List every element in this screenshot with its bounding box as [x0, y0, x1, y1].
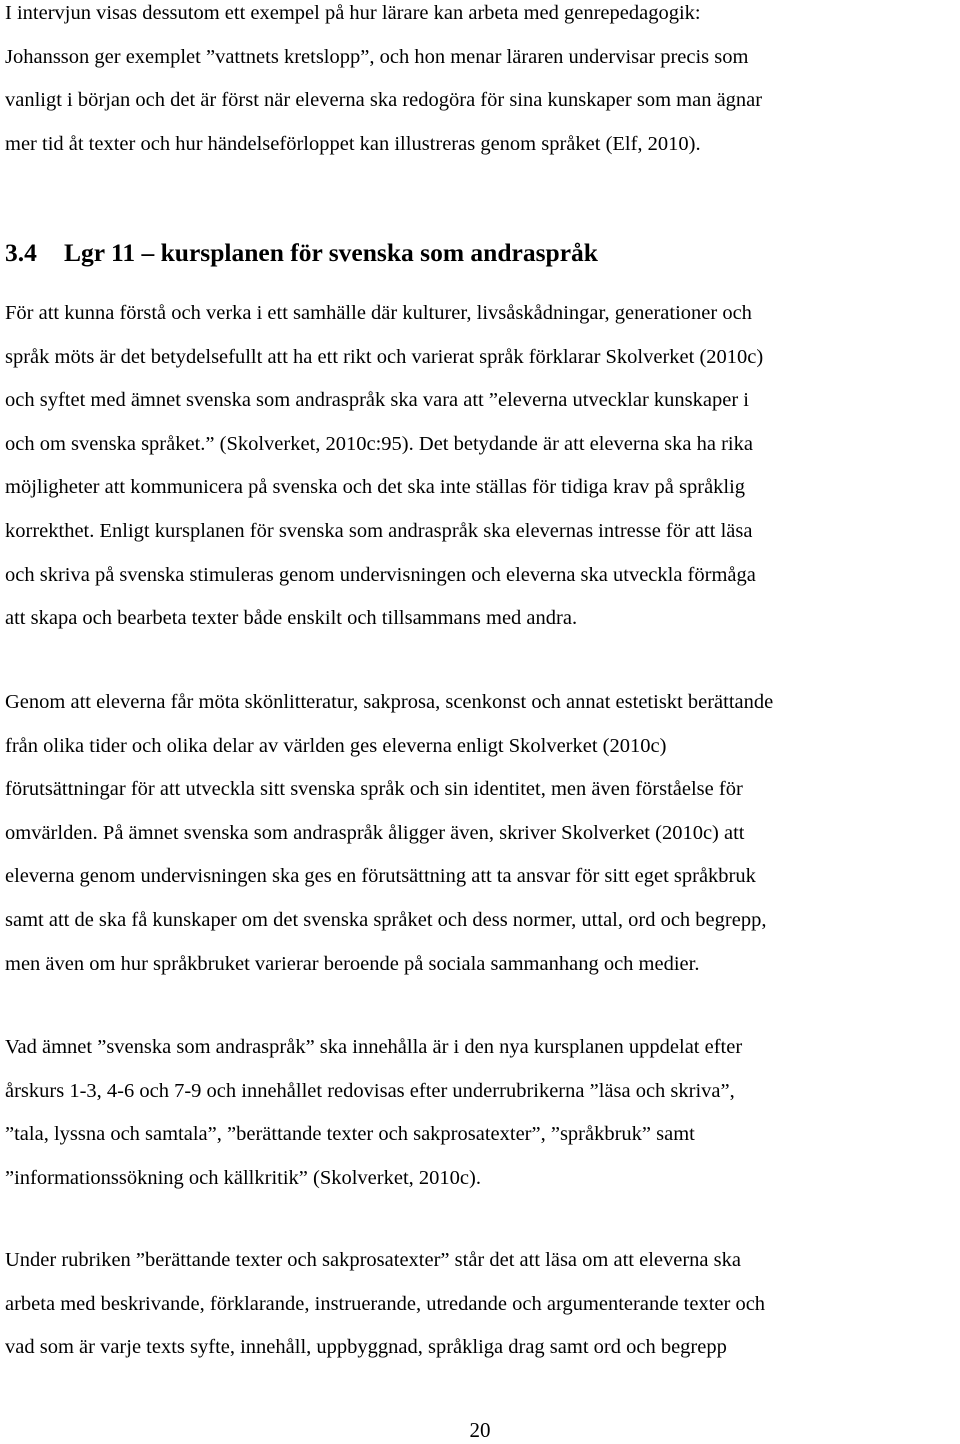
text-line: möjligheter att kommunicera på svenska och det ska inte ställas för tidiga krav på språklig — [5, 476, 746, 499]
text-line: Johansson ger exemplet ”vattnets kretslopp”, och hon menar läraren undervisar precis som — [5, 45, 749, 68]
text-line: eleverna genom undervisningen ska ges en förutsättning att ta ansvar för sitt eget språkbruk — [5, 865, 756, 888]
section-number: 3.4 — [5, 238, 37, 267]
text-line: Vad ämnet ”svenska som andraspråk” ska innehålla är i den nya kursplanen uppdelat efter — [5, 1036, 743, 1058]
paragraph-curriculum-purpose — [5, 292, 763, 641]
text-line: vanligt i början och det är först när eleverna ska redogöra för sina kunskaper som man ägnar — [5, 89, 763, 112]
text-line: och skriva på svenska stimuleras genom undervisningen och eleverna ska utveckla förmåga — [5, 563, 756, 586]
text-line: omvärlden. På ämnet svenska som andraspråk åligger även, skriver Skolverket (2010c) att — [5, 821, 745, 844]
text-line: vad som är varje texts syfte, innehåll, uppbyggnad, språkliga drag samt ord och begrepp — [5, 1336, 727, 1359]
text-line: men även om hur språkbruket varierar beroende på sociala sammanhang och medier. — [5, 952, 700, 975]
text-line: I intervjun visas dessutom ett exempel på hur lärare kan arbeta med genrepedagogik: — [5, 2, 701, 24]
text-line: att skapa och bearbeta texter både enskilt och tillsammans med andra. — [5, 607, 578, 630]
text-line: och syftet med ämnet svenska som andraspråk ska vara att ”eleverna utvecklar kunskaper i — [5, 389, 749, 412]
paragraph-literature — [5, 681, 773, 986]
section-title: Lgr 11 – kursplanen för svenska som andraspråk — [64, 238, 598, 267]
text-line: årskurs 1-3, 4-6 och 7-9 och innehållet redovisas efter underrubrikerna ”läsa och skriva”, — [5, 1079, 735, 1102]
text-line: Genom att eleverna får möta skönlitteratur, sakprosa, scenkonst och annat estetiskt berättande — [5, 691, 774, 713]
paragraph-genre-pedagogy — [5, 0, 762, 166]
text-line: Under rubriken ”berättande texter och sakprosatexter” står det att läsa om att eleverna ska — [5, 1249, 741, 1271]
text-line: ”tala, lyssna och samtala”, ”berättande texter och sakprosatexter”, ”språkbruk” samt — [5, 1123, 695, 1146]
paragraph-course-content — [5, 1026, 742, 1200]
text-line: arbeta med beskrivande, förklarande, instruerande, utredande och argumenterande texter och — [5, 1292, 766, 1315]
text-line: samt att de ska få kunskaper om det svenska språket och dess normer, uttal, ord och begrepp, — [5, 908, 767, 931]
text-line: korrekthet. Enligt kursplanen för svenska som andraspråk ska elevernas intresse för att läsa — [5, 519, 753, 542]
page-number: 20 — [469, 1418, 491, 1442]
text-line: från olika tider och olika delar av världen ges eleverna enligt Skolverket (2010c) — [5, 734, 667, 757]
text-line: För att kunna förstå och verka i ett samhälle där kulturer, livsåskådningar, generationer och — [5, 302, 752, 324]
text-line: språk möts är det betydelsefullt att ha ett rikt och varierat språk förklarar Skolverket (2010c) — [5, 345, 764, 368]
text-line: förutsättningar för att utveckla sitt svenska språk och sin identitet, men även förståelse för — [5, 778, 743, 801]
text-line: ”informationssökning och källkritik” (Skolverket, 2010c). — [5, 1166, 481, 1189]
paragraph-narrative-texts — [5, 1239, 765, 1370]
section-heading — [5, 236, 598, 270]
text-line: och om svenska språket.” (Skolverket, 2010c:95). Det betydande är att eleverna ska ha rika — [5, 432, 753, 455]
text-line: mer tid åt texter och hur händelseförloppet kan illustreras genom språket (Elf, 2010). — [5, 132, 701, 155]
